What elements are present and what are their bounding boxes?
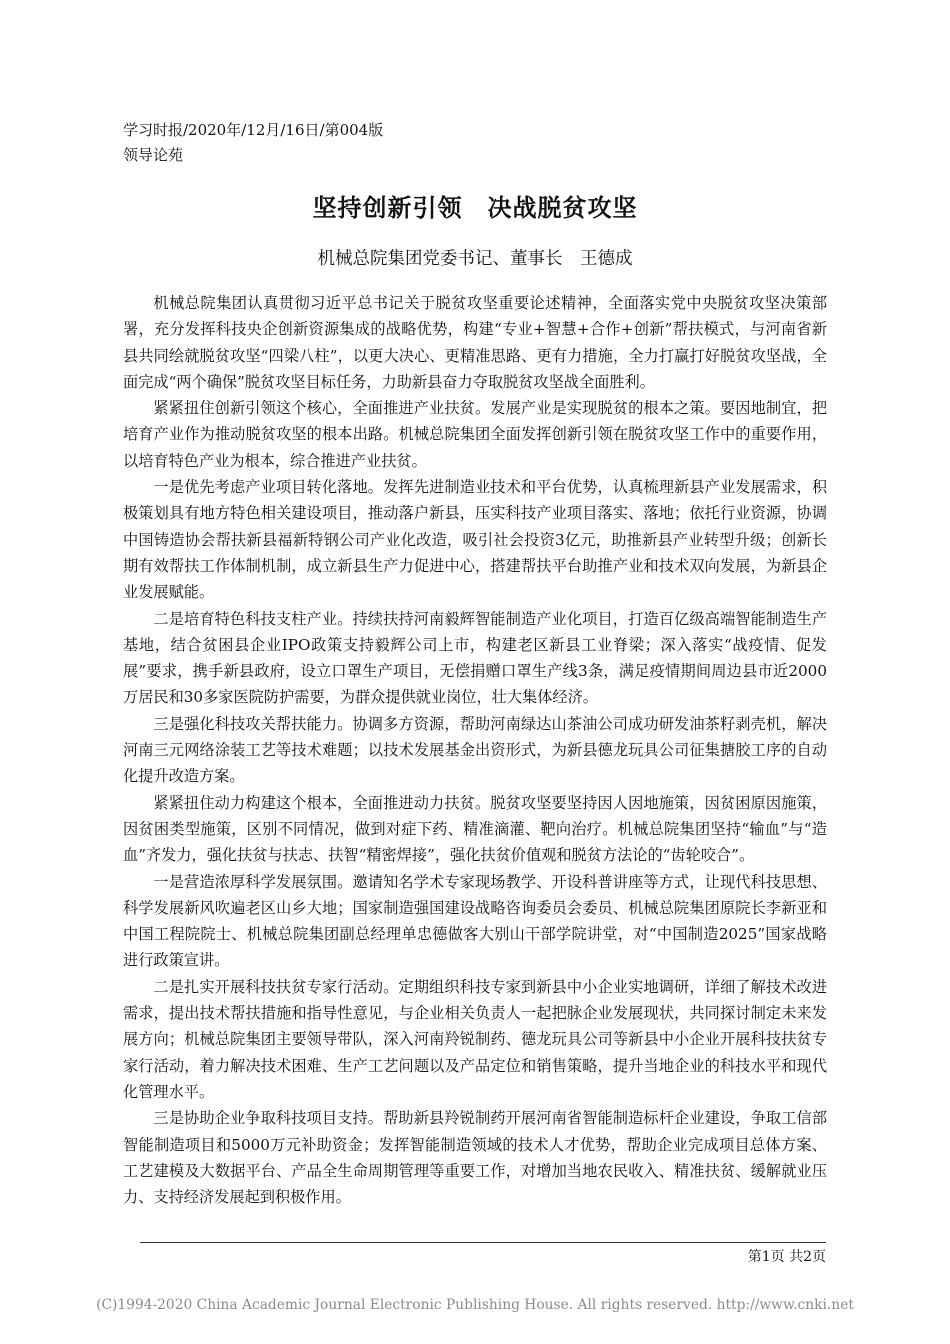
paragraph: 一是营造浓厚科学发展氛围。邀请知名学术专家现场教学、开设科普讲座等方式，让现代科技思想、科学发展新风吹遍老区山乡大地；国家制造强国建设战略咨询委员会委员、机械总院集团原院长李新亚和中国工程院院士、机械总院集团副总经理单忠德做客大别山干部学院讲堂，对“中国制造2025”国家战略进行政策宣讲。 xyxy=(123,872,827,970)
paragraph: 紧紧扭住动力构建这个根本，全面推进动力扶贫。脱贫攻坚要坚持因人因地施策，因贫困原因施策，因贫困类型施策，区别不同情况，做到对症下药、精准滴灌、靶向治疗。机械总院集团坚持“输血”与“造血”齐发力，强化扶贫与扶志、扶智“精密焊接”，强化扶贫价值观和脱贫方法论的“齿轮咬合”。 xyxy=(123,793,827,865)
footer-divider xyxy=(140,1242,826,1243)
paragraph: 三是协助企业争取科技项目支持。帮助新县羚锐制药开展河南省智能制造标杆企业建设，争取工信部智能制造项目和5000万元补助资金；发挥智能制造领域的技术人才优势，帮助企业完成项目总体方案、工艺建模及大数据平台、产品全生命周期管理等重要工作，对增加当地农民收入、精准扶贫、缓解就业压力、支持经济发展起到积极作用。 xyxy=(123,1109,827,1207)
paragraph: 二是扎实开展科技扶贫专家行活动。定期组织科技专家到新县中小企业实地调研，详细了解技术改进需求，提出技术帮扶措施和指导性意见，与企业相关负责人一起把脉企业发展现状，共同探讨制定未来发展方向；机械总院集团主要领导带队，深入河南羚锐制药、德龙玩具公司等新县中小企业开展科技扶贫专家行活动，着力解决技术困难、生产工艺问题以及产品定位和销售策略，提升当地企业的科技水平和现代化管理水平。 xyxy=(123,977,827,1101)
copyright-notice: (C)1994-2020 China Academic Journal Electronic Publishing House. All rights reserved. http://www.cnki.net xyxy=(96,1297,854,1313)
paragraph: 二是培育特色科技支柱产业。持续扶持河南毅辉智能制造产业化项目，打造百亿级高端智能制造生产基地，结合贫困县企业IPO政策支持毅辉公司上市，构建老区新县工业脊梁；深入落实“战疫情、促发展”要求，携手新县政府，设立口罩生产项目，无偿捐赠口罩生产线3条，满足疫情期间周边县市近2000万居民和30多家医院防护需要，为群众提供就业岗位，壮大集体经济。 xyxy=(123,609,827,707)
paragraph: 紧紧扭住创新引领这个核心，全面推进产业扶贫。发展产业是实现脱贫的根本之策。要因地制宜，把培育产业作为推动脱贫攻坚的根本出路。机械总院集团全面发挥创新引领在脱贫攻坚工作中的重要作用，以培育特色产业为根本，综合推进产业扶贫。 xyxy=(123,399,827,470)
article-body xyxy=(123,290,827,1210)
column-name: 领导论苑 xyxy=(123,146,184,164)
article-title: 坚持创新引领 决战脱贫攻坚 xyxy=(312,194,638,222)
page-indicator: 第1页 共2页 xyxy=(747,1249,826,1265)
paragraph: 三是强化科技攻关帮扶能力。协调多方资源，帮助河南绿达山茶油公司成功研发油茶籽剥壳机，解决河南三元网络涂装工艺等技术难题；以技术发展基金出资形式，为新县德龙玩具公司征集搪胶工序的自动化提升改造方案。 xyxy=(123,714,827,786)
source-line: 学习时报/2020年/12月/16日/第004版 xyxy=(123,121,384,139)
article-author: 机械总院集团党委书记、董事长 王德成 xyxy=(317,249,633,269)
paragraph: 机械总院集团认真贯彻习近平总书记关于脱贫攻坚重要论述精神，全面落实党中央脱贫攻坚决策部署，充分发挥科技央企创新资源集成的战略优势，构建“专业+智慧+合作+创新”帮扶模式，与河南省新县共同绘就脱贫攻坚“四梁八柱”，以更大决心、更精准思路、更有力措施，全力打赢打好脱贫攻坚战，全面完成“两个确保”脱贫攻坚目标任务，力助新县奋力夺取脱贫攻坚战全面胜利。 xyxy=(123,294,827,391)
article-header xyxy=(123,118,383,168)
paragraph: 一是优先考虑产业项目转化落地。发挥先进制造业技术和平台优势，认真梳理新县产业发展需求，积极策划具有地方特色相关建设项目，推动落户新县，压实科技产业项目落实、落地；依托行业资源，协调中国铸造协会帮扶新县福新特钢公司产业化改造，吸引社会投资3亿元，助推新县产业转型升级；创新长期有效帮扶工作体制机制，成立新县生产力促进中心，搭建帮扶平台助推产业和技术双向发展，为新县企业发展赋能。 xyxy=(123,478,827,602)
